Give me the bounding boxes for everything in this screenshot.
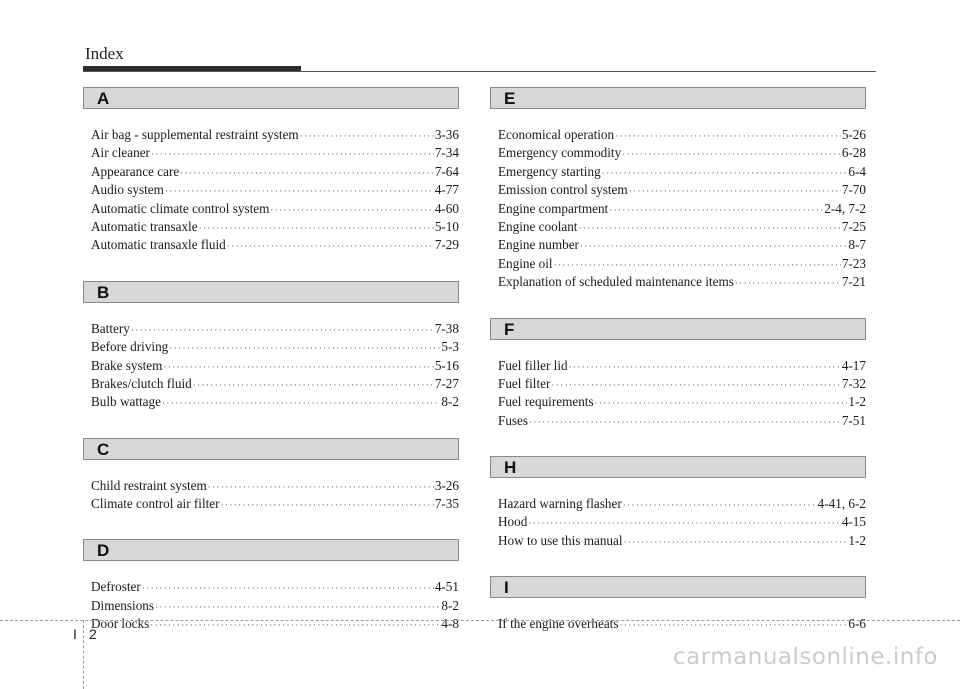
entry-label: Engine compartment	[498, 200, 609, 216]
entry-label: Hazard warning flasher	[498, 496, 622, 512]
section-header-h	[490, 456, 866, 478]
index-entry	[498, 181, 866, 199]
dot-leader	[142, 579, 434, 597]
entry-page: 7-29	[434, 237, 459, 253]
dot-leader	[609, 201, 823, 219]
dot-leader	[131, 321, 434, 339]
dot-leader	[580, 237, 847, 255]
entry-page: 8-2	[441, 597, 459, 613]
index-entry	[498, 218, 866, 236]
entry-page: 7-34	[434, 145, 459, 161]
section-header-a	[83, 87, 459, 109]
entry-label: If the engine overheats	[498, 616, 619, 632]
entry-page: 2-4, 7-2	[824, 200, 866, 216]
section-header-i	[490, 576, 866, 598]
entry-label: Defroster	[91, 579, 141, 595]
entry-label: Fuel requirements	[498, 394, 594, 410]
index-entry	[498, 273, 866, 291]
entry-label: Brakes/clutch fluid	[91, 375, 192, 391]
entry-page: 7-32	[841, 375, 866, 391]
section-header-f	[490, 318, 866, 340]
entry-page: 7-21	[841, 274, 866, 290]
dot-leader	[163, 358, 433, 376]
index-entry	[91, 597, 459, 615]
index-entry	[91, 236, 459, 254]
entry-label: Before driving	[91, 339, 169, 355]
watermark: carmanualsonline.info	[672, 644, 938, 670]
index-entry	[91, 218, 459, 236]
dot-leader	[551, 376, 840, 394]
entry-label: Audio system	[91, 182, 164, 198]
index-entry	[91, 338, 459, 356]
index-entry	[91, 578, 459, 596]
dot-leader	[155, 598, 440, 616]
entry-page: 4-17	[841, 357, 866, 373]
entry-page: 6-4	[848, 163, 866, 179]
entry-label: Automatic transaxle	[91, 218, 198, 234]
index-entry	[498, 412, 866, 430]
dot-leader	[221, 496, 434, 514]
dot-leader	[169, 339, 440, 357]
entry-page: 7-70	[841, 182, 866, 198]
entry-page: 5-10	[434, 218, 459, 234]
entry-label: Fuses	[498, 412, 529, 428]
section-letter: B	[97, 282, 110, 302]
index-entry	[91, 163, 459, 181]
entry-page: 3-36	[434, 127, 459, 142]
entry-page: 5-3	[441, 339, 459, 355]
section-letter: F	[504, 319, 515, 339]
footer-rule	[0, 620, 960, 621]
entry-page: 7-51	[841, 412, 866, 428]
entry-page: 7-35	[434, 496, 459, 512]
section-letter: A	[97, 89, 110, 108]
dot-leader	[624, 533, 848, 551]
section-header-c	[83, 438, 459, 460]
entry-page: 1-2	[848, 532, 866, 548]
entry-list-e	[498, 126, 866, 292]
entry-label: Brake system	[91, 357, 163, 373]
dot-leader	[623, 496, 817, 514]
entry-page: 7-23	[841, 255, 866, 271]
entry-page: 1-2	[848, 394, 866, 410]
footer-chapter-label: I	[73, 626, 77, 642]
dot-leader	[735, 274, 841, 292]
entry-list-i	[498, 615, 866, 633]
entry-label: Engine coolant	[498, 218, 578, 234]
footer-vertical-rule	[83, 620, 84, 689]
dot-leader	[199, 219, 434, 237]
index-entry	[498, 375, 866, 393]
entry-label: Child restraint system	[91, 477, 207, 493]
entry-page: 7-25	[841, 218, 866, 234]
entry-label: Dimensions	[91, 597, 155, 613]
entry-label: How to use this manual	[498, 532, 623, 548]
footer-page-number: 2	[89, 626, 97, 642]
index-entry	[91, 393, 459, 411]
entry-label: Appearance care	[91, 163, 180, 179]
entry-label: Emergency starting	[498, 163, 601, 179]
entry-label: Emission control system	[498, 182, 628, 198]
entry-label: Bulb wattage	[91, 394, 161, 410]
entry-label: Automatic climate control system	[91, 200, 270, 216]
entry-page: 7-27	[434, 375, 459, 391]
entry-label: Hood	[498, 514, 528, 530]
dot-leader	[270, 201, 433, 219]
dot-leader	[151, 145, 434, 163]
section-letter: D	[97, 541, 110, 561]
entry-page: 5-26	[841, 127, 866, 142]
entry-label: Explanation of scheduled maintenance items	[498, 274, 734, 290]
entry-page: 8-7	[848, 237, 866, 253]
entry-page: 4-41, 6-2	[817, 496, 866, 512]
dot-leader	[193, 376, 434, 394]
entry-page: 8-2	[441, 394, 459, 410]
entry-label: Automatic transaxle fluid	[91, 237, 226, 253]
entry-page: 4-8	[441, 616, 459, 632]
index-entry	[498, 615, 866, 633]
index-entry	[91, 357, 459, 375]
index-entry	[498, 200, 866, 218]
dot-leader	[578, 219, 840, 237]
entry-list-d	[91, 578, 459, 633]
entry-page: 3-26	[434, 477, 459, 493]
index-entry	[91, 495, 459, 513]
entry-label: Battery	[91, 320, 130, 336]
index-entry	[91, 200, 459, 218]
dot-leader	[300, 127, 434, 145]
section-letter: E	[504, 89, 516, 108]
index-column-left	[83, 87, 459, 634]
index-entry	[91, 126, 459, 144]
section-letter: I	[504, 578, 509, 598]
section-header-d	[83, 539, 459, 561]
index-entry	[498, 495, 866, 513]
entry-page: 7-64	[434, 163, 459, 179]
dot-leader	[162, 394, 440, 412]
index-entry	[498, 163, 866, 181]
index-entry	[91, 144, 459, 162]
dot-leader	[554, 256, 841, 274]
dot-leader	[529, 413, 841, 431]
dot-leader	[595, 394, 848, 412]
section-header-e	[490, 87, 866, 109]
entry-list-b	[91, 320, 459, 412]
index-entry	[498, 126, 866, 144]
entry-page: 6-6	[848, 616, 866, 632]
index-entry	[91, 477, 459, 495]
entry-page: 4-51	[434, 579, 459, 595]
dot-leader	[208, 478, 434, 496]
entry-page: 6-28	[841, 145, 866, 161]
entry-label: Door locks	[91, 616, 150, 632]
dot-leader	[615, 127, 841, 145]
section-letter: H	[504, 458, 517, 478]
index-entry	[498, 236, 866, 254]
index-entry	[91, 375, 459, 393]
section-letter: C	[97, 439, 110, 459]
entry-list-f	[498, 357, 866, 431]
index-entry	[91, 615, 459, 633]
entry-label: Engine number	[498, 237, 579, 253]
entry-label: Engine oil	[498, 255, 553, 271]
index-entry	[498, 357, 866, 375]
entry-label: Economical operation	[498, 127, 615, 142]
page-title: Index	[85, 44, 124, 63]
dot-leader	[602, 164, 848, 182]
title-rule-thin	[83, 71, 876, 72]
dot-leader	[528, 514, 841, 532]
dot-leader	[165, 182, 434, 200]
entry-list-c	[91, 477, 459, 514]
index-column-right	[490, 87, 866, 634]
dot-leader	[227, 237, 434, 255]
section-header-b	[83, 281, 459, 303]
entry-label: Climate control air filter	[91, 496, 220, 512]
index-entry	[91, 320, 459, 338]
index-entry	[498, 393, 866, 411]
entry-label: Emergency commodity	[498, 145, 622, 161]
entry-list-a	[91, 126, 459, 255]
entry-page: 7-38	[434, 320, 459, 336]
dot-leader	[150, 616, 440, 634]
dot-leader	[622, 145, 841, 163]
entry-list-h	[498, 495, 866, 550]
entry-label: Air cleaner	[91, 145, 150, 161]
entry-label: Fuel filter	[498, 375, 551, 391]
index-entry	[498, 144, 866, 162]
index-entry	[498, 532, 866, 550]
entry-page: 5-16	[434, 357, 459, 373]
dot-leader	[569, 358, 841, 376]
index-entry	[91, 181, 459, 199]
index-entry	[498, 255, 866, 273]
entry-label: Fuel filler lid	[498, 357, 568, 373]
entry-page: 4-77	[434, 182, 459, 198]
entry-page: 4-15	[841, 514, 866, 530]
entry-label: Air bag - supplemental restraint system	[91, 127, 299, 142]
dot-leader	[180, 164, 434, 182]
dot-leader	[619, 616, 847, 634]
index-entry	[498, 513, 866, 531]
entry-page: 4-60	[434, 200, 459, 216]
dot-leader	[629, 182, 841, 200]
